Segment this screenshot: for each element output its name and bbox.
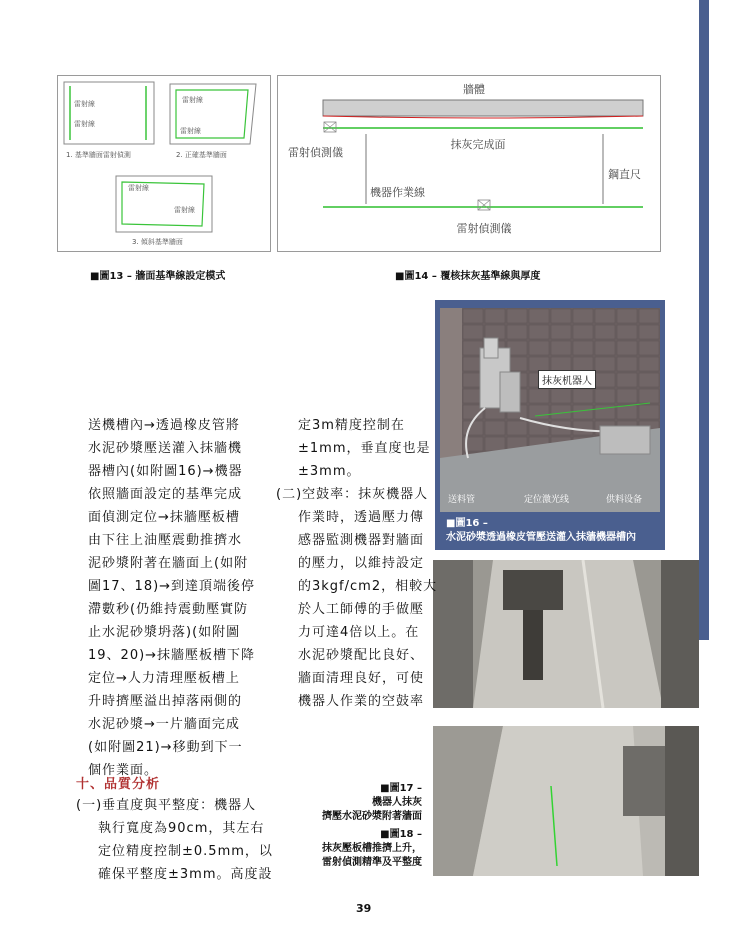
col1-line: 送機槽內→透過橡皮管將 bbox=[88, 418, 240, 433]
fig17-caption-line-3: 擠壓水泥砂漿附著牆面 bbox=[322, 811, 422, 822]
col1-line: 器槽內(如附圖16)→機器 bbox=[88, 464, 243, 479]
col2-line: 牆面清理良好，可使 bbox=[298, 671, 425, 686]
col1-line: 定位→人力清理壓板槽上 bbox=[88, 671, 240, 686]
fig13-sub3-mark-2: 雷射線 bbox=[174, 206, 195, 214]
col1-line: (如附圖21)→移動到下一 bbox=[88, 740, 243, 755]
col1-line: 升時擠壓溢出掉落兩側的 bbox=[88, 694, 243, 709]
col2-line: 定3m精度控制在 bbox=[298, 418, 405, 433]
figure-13-diagram bbox=[58, 76, 270, 251]
col2-line: 作業時，透過壓力傳 bbox=[298, 510, 425, 525]
fig17-caption-line-1: ■圖17 – bbox=[380, 783, 422, 794]
figure-14-caption: ■圖14 – 覆核抹灰基準線與厚度 bbox=[395, 271, 541, 282]
fig14-wall-label: 牆體 bbox=[463, 83, 485, 96]
fig14-ruler-label: 鋼直尺 bbox=[608, 168, 641, 181]
fig14-machine-line-label: 機器作業線 bbox=[370, 186, 425, 199]
col2-line: ±3mm。 bbox=[298, 464, 361, 479]
figure-18-caption bbox=[290, 828, 422, 870]
col1-line: 水泥砂漿→一片牆面完成 bbox=[88, 717, 240, 732]
fig16-label-feed-pipe: 送料管 bbox=[448, 495, 476, 505]
figure-13-caption: ■圖13 – 牆面基準線設定模式 bbox=[90, 271, 226, 282]
item1-line: 定位精度控制±0.5mm，以 bbox=[98, 844, 273, 859]
col2-line: 的壓力，以維持設定 bbox=[298, 556, 425, 571]
fig16-label-supply: 供料设备 bbox=[606, 495, 643, 505]
figure-18-photo bbox=[433, 726, 699, 876]
fig13-sub2-label: 2. 正確基準牆面 bbox=[176, 151, 227, 159]
fig14-laser-bottom-label: 雷射偵測儀 bbox=[456, 222, 512, 235]
fig13-sub1-mark-1: 雷射線 bbox=[74, 100, 95, 108]
fig13-sub1-label: 1. 基準牆面雷射偵測 bbox=[66, 151, 131, 159]
fig14-laser-top-label: 雷射偵測儀 bbox=[288, 146, 343, 159]
figure-13 bbox=[57, 75, 271, 252]
col1-line: 個作業面。 bbox=[88, 763, 159, 778]
figure-16-caption bbox=[440, 514, 660, 548]
col2-line: 於人工師傅的手做壓 bbox=[298, 602, 425, 617]
fig18-caption-line-3: 雷射偵測精準及平整度 bbox=[322, 857, 422, 868]
col1-line: 泥砂漿附著在牆面上(如附 bbox=[88, 556, 249, 571]
col2-line: 機器人作業的空鼓率 bbox=[298, 694, 425, 709]
figure-16-photo bbox=[440, 308, 660, 512]
fig14-finish-label: 抹灰完成面 bbox=[450, 138, 506, 151]
col2-line: 感器監測機器對牆面 bbox=[298, 533, 425, 548]
figure-17-photo bbox=[433, 560, 699, 708]
fig13-sub1-mark-2: 雷射線 bbox=[74, 120, 95, 128]
col1-line: 由下往上油壓震動推擠水 bbox=[88, 533, 243, 548]
col1-line: 面偵測定位→抹牆壓板槽 bbox=[88, 510, 240, 525]
fig16-caption-line-2: 水泥砂漿透過橡皮管壓送灌入抹牆機器槽內 bbox=[446, 532, 636, 543]
figure-14 bbox=[277, 75, 661, 252]
page-number: 39 bbox=[356, 902, 372, 915]
body-column-2 bbox=[276, 414, 437, 713]
fig16-caption-line-1: ■圖16 – bbox=[446, 518, 488, 529]
fig18-caption-line-2: 抹灰壓板槽推擠上升， bbox=[322, 843, 422, 854]
col1-line: 水泥砂漿壓送灌入抹牆機 bbox=[88, 441, 243, 456]
col1-line: 依照牆面設定的基準完成 bbox=[88, 487, 243, 502]
figure-14-diagram bbox=[278, 76, 660, 251]
page-sidebar-band bbox=[699, 0, 709, 640]
col2-line: 水泥砂漿配比良好、 bbox=[298, 648, 425, 663]
item1-line: (一)垂直度與平整度：機器人 bbox=[76, 798, 257, 813]
fig16-robot-label: 抹灰机器人 bbox=[538, 370, 596, 389]
fig16-label-laser-line: 定位激光线 bbox=[524, 495, 570, 505]
fig13-sub2-mark-2: 雷射線 bbox=[180, 127, 201, 135]
col2-line: ±1mm，垂直度也是 bbox=[298, 441, 431, 456]
col1-line: 圖17、18)→到達頂端後停 bbox=[88, 579, 256, 594]
body-item-1 bbox=[76, 794, 273, 886]
col1-line: 滯數秒(仍維持震動壓實防 bbox=[88, 602, 249, 617]
section-title-quality-analysis: 十、品質分析 bbox=[76, 777, 161, 792]
fig13-sub3-mark-1: 雷射線 bbox=[128, 184, 149, 192]
col2-line: 的3kgf/cm2，相較大 bbox=[298, 579, 438, 594]
item1-line: 確保平整度±3mm。高度設 bbox=[98, 867, 273, 882]
item1-line: 執行寬度為90cm，其左右 bbox=[98, 821, 265, 836]
fig18-caption-line-1: ■圖18 – bbox=[380, 829, 422, 840]
col1-line: 19、20)→抹牆壓板槽下降 bbox=[88, 648, 256, 663]
fig13-sub2-mark-1: 雷射線 bbox=[182, 96, 203, 104]
fig17-caption-line-2: 機器人抹灰 bbox=[372, 797, 422, 808]
body-column-1 bbox=[88, 414, 255, 782]
fig13-sub3-label: 3. 傾斜基準牆面 bbox=[132, 238, 183, 246]
col1-line: 止水泥砂漿坍落)(如附圖 bbox=[88, 625, 241, 640]
col2-line: 力可達4倍以上。在 bbox=[298, 625, 420, 640]
figure-17-caption bbox=[290, 782, 422, 824]
col2-line: (二)空鼓率：抹灰機器人 bbox=[276, 487, 429, 502]
